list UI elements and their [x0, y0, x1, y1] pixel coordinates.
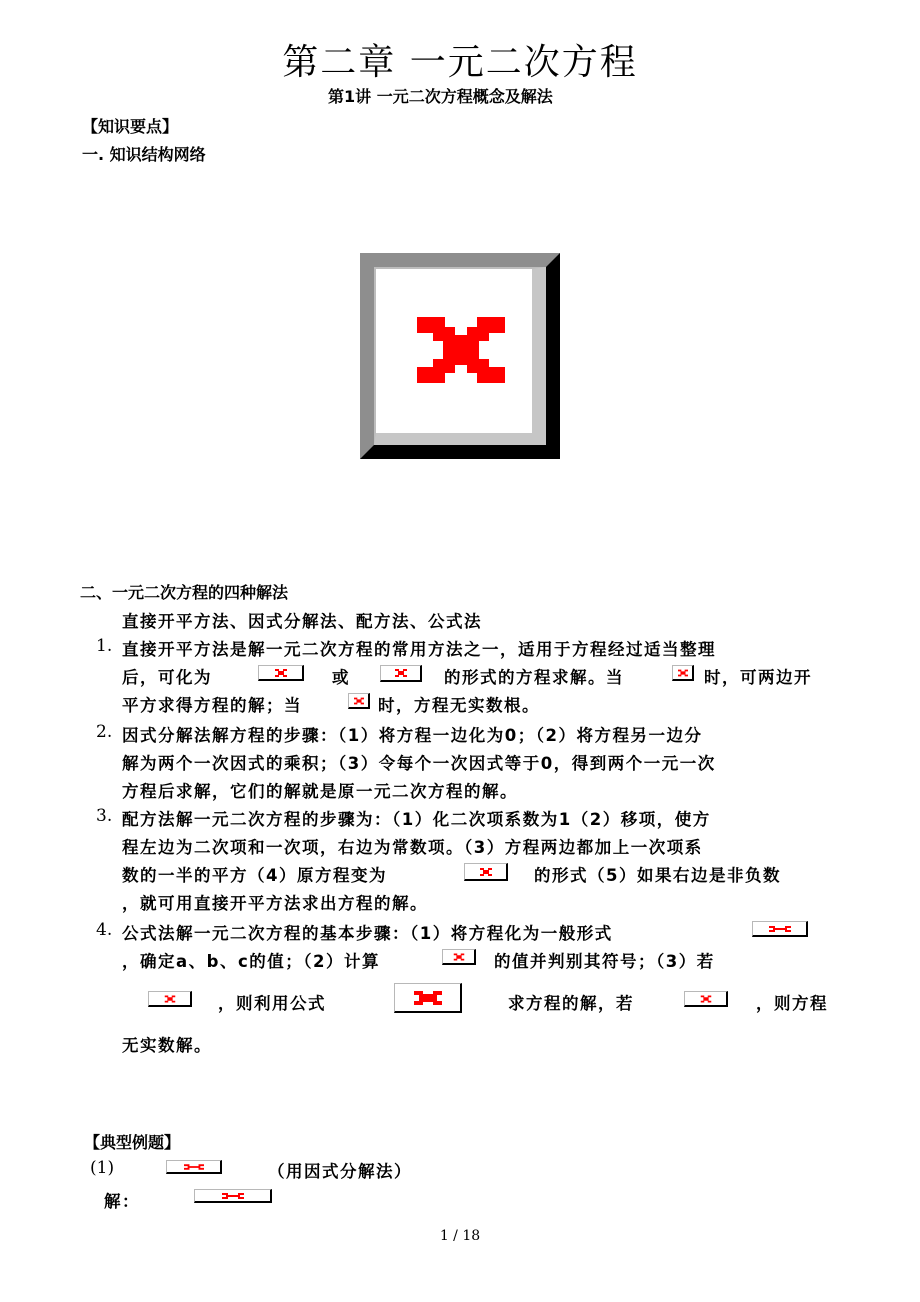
formula-image — [752, 921, 808, 937]
formula-image — [684, 991, 728, 1007]
item-number: 4. — [96, 920, 113, 940]
item-text: 时，可两边开 — [704, 668, 812, 687]
page-number: 1 / 18 — [439, 1228, 481, 1244]
broken-image-icon — [769, 926, 791, 932]
examples-heading: 【典型例题】 — [84, 1133, 181, 1152]
item-text: 无实数解。 — [122, 1036, 212, 1055]
formula-image — [380, 665, 422, 682]
example-number: (1) — [90, 1158, 115, 1178]
knowledge-heading: 【知识要点】 — [82, 117, 179, 136]
knowledge-structure-image — [360, 253, 560, 459]
formula-image — [464, 863, 508, 881]
methods-heading: 二、一元二次方程的四种解法 — [80, 583, 289, 602]
broken-image-icon — [699, 995, 713, 1002]
item-text: 的形式（5）如果右边是非负数 — [534, 866, 781, 885]
lesson-subtitle: 第1讲 一元二次方程概念及解法 — [328, 87, 553, 106]
item-text: 的形式的方程求解。当 — [444, 668, 624, 687]
broken-image-icon — [275, 669, 287, 677]
broken-image-icon — [218, 1193, 248, 1199]
item-text: 因式分解法解方程的步骤：（1）将方程一边化为0；（2）将方程另一边分 — [122, 726, 703, 745]
formula-image — [442, 949, 476, 965]
item-text: 时，方程无实数根。 — [378, 696, 540, 715]
item-text: ，则利用公式 — [218, 994, 326, 1013]
item-text: ，则方程 — [756, 994, 828, 1013]
item-number: 2. — [96, 722, 113, 742]
item-text: 程左边为二次项和一次项，右边为常数项。（3）方程两边都加上一次项系 — [122, 838, 703, 857]
item-text: 后，可化为 — [122, 668, 212, 687]
formula-image — [148, 991, 192, 1007]
broken-image-icon — [417, 317, 505, 383]
item-number: 3. — [96, 806, 113, 826]
item-text: 方程后求解，它们的解就是原一元二次方程的解。 — [122, 782, 518, 801]
item-text: 平方求得方程的解；当 — [122, 696, 302, 715]
formula-image — [672, 665, 694, 681]
broken-image-icon — [678, 669, 688, 676]
broken-image-icon — [453, 953, 465, 960]
broken-image-icon — [163, 995, 177, 1002]
broken-image-icon — [480, 868, 492, 876]
equation-image — [166, 1160, 222, 1174]
formula-image — [258, 665, 304, 681]
item-text: 配方法解一元二次方程的步骤为：（1）化二次项系数为1（2）移项，使方 — [122, 810, 711, 829]
broken-image-icon — [354, 697, 364, 704]
broken-image-icon — [414, 991, 442, 1005]
item-text: 或 — [332, 668, 350, 687]
chapter-title: 第二章 一元二次方程 — [282, 42, 638, 83]
methods-summary: 直接开平方法、因式分解法、配方法、公式法 — [122, 612, 482, 631]
item-text: 的值并判别其符号；（3）若 — [494, 952, 715, 971]
broken-image-icon — [184, 1164, 204, 1170]
item-number: 1. — [96, 636, 113, 656]
item-text: 解为两个一次因式的乘积；（3）令每个一次因式等于0，得到两个一元一次 — [122, 754, 716, 773]
formula-image — [348, 693, 370, 709]
formula-image — [394, 983, 462, 1013]
item-text: 数的一半的平方（4）原方程变为 — [122, 866, 387, 885]
knowledge-structure-heading: 一. 知识结构网络 — [82, 145, 206, 164]
solution-label: 解： — [104, 1192, 140, 1211]
item-text: 公式法解一元二次方程的基本步骤：（1）将方程化为一般形式 — [122, 924, 613, 943]
item-text: ，确定a、b、c的值；（2）计算 — [122, 952, 380, 971]
item-text: 求方程的解，若 — [508, 994, 634, 1013]
broken-image-icon — [395, 669, 407, 677]
example-method-note: （用因式分解法） — [268, 1162, 412, 1181]
item-text: 直接开平方法是解一元二次方程的常用方法之一，适用于方程经过适当整理 — [122, 640, 716, 659]
equation-image — [194, 1189, 272, 1203]
item-text: ，就可用直接开平方法求出方程的解。 — [122, 894, 428, 913]
